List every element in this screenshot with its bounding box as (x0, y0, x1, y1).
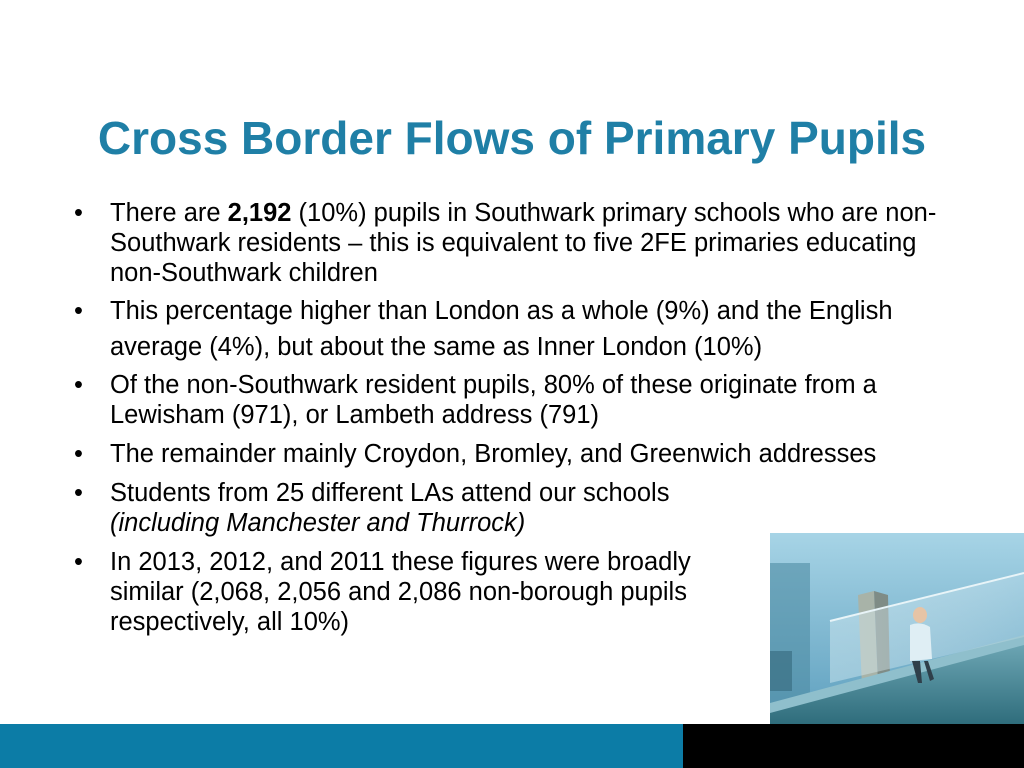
bullet-italic-text: (including Manchester and Thurrock) (110, 509, 526, 537)
bullet-item (72, 198, 972, 288)
footer-url-link[interactable]: www.southwark.gov.uk (706, 11, 894, 30)
bullet-text: (10%) pupils in Southwark primary schools who are non-Southwark residents – this is equivalent to five 2FE primaries educating non-Southwark children (110, 199, 937, 287)
photo-person-on-balcony-with-chimney (770, 533, 1024, 724)
bullet-item (72, 439, 972, 469)
bullet-text: This percentage higher than London as a whole (9%) and the English average (4%), but about the same as Inner London (10%) (110, 297, 893, 361)
footer-bar (0, 724, 1024, 768)
bullet-text: There are (110, 199, 228, 227)
bullet-item (72, 370, 972, 430)
bullet-text: Students from 25 different LAs attend our schools (110, 479, 670, 507)
bullet-text: Of the non-Southwark resident pupils, 80% of these originate from a Lewisham (971), or Lambeth address (791) (110, 371, 877, 429)
slide-title: Cross Border Flows of Primary Pupils (97, 112, 927, 164)
bullet-text: In 2013, 2012, and 2011 these figures were broadly similar (2,068, 2,056 and 2,086 non-borough pupils respectively, all 10%) (110, 548, 691, 636)
bullet-item (72, 478, 710, 538)
bullet-item (72, 547, 710, 637)
footer-url-panel (683, 724, 1024, 768)
bullet-highlight: 2,192 (227, 199, 292, 227)
bullet-text: The remainder mainly Croydon, Bromley, and Greenwich addresses (110, 440, 877, 468)
bullet-item (72, 293, 972, 365)
photo-illustration (770, 533, 1024, 724)
